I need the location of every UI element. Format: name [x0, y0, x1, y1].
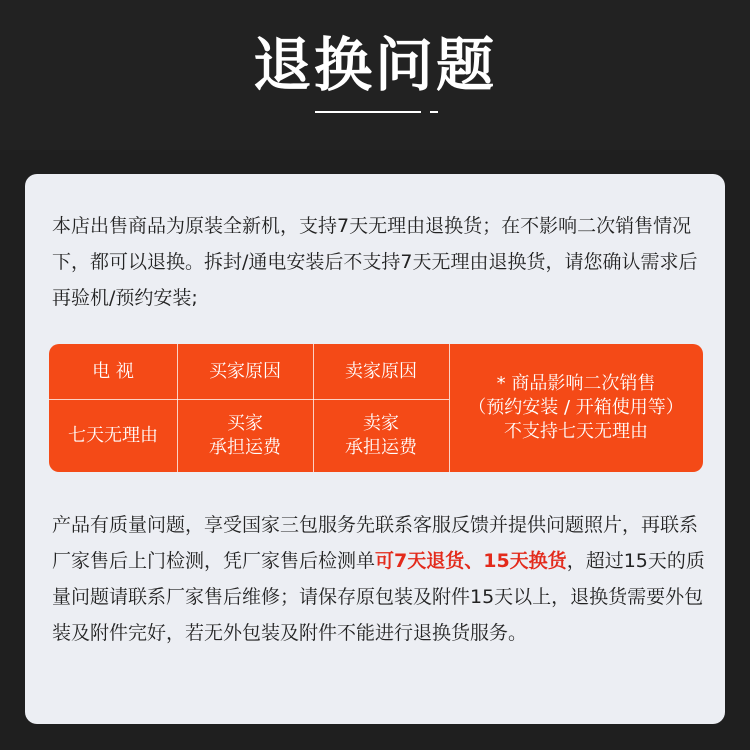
table-header-buyer: 买家原因 [209, 360, 281, 382]
quality-text-after: ，超过15天的质量问题请联系厂家售后维修；请保存原包装及附件15天以上，退换货需要外包装及附件完好，若无外包装及附件不能进行退换货服务。 [52, 550, 705, 644]
table-cell-buyer [177, 400, 313, 472]
quality-text-before: 产品有质量问题，享受国家三包服务先联系客服反馈并提供问题照片，再联系厂家售后上门检测，凭厂家售后检测单 [52, 514, 699, 572]
table-cell-seller [313, 400, 449, 472]
note-line-2: （预约安装 / 开箱使用等） [468, 397, 684, 418]
table-header-seller: 卖家原因 [345, 360, 417, 382]
content-card [25, 174, 725, 724]
buyer-line-2: 承担运费 [209, 437, 281, 458]
header-banner [0, 0, 750, 150]
quality-highlight: 可7天退货、15天换货 [375, 550, 567, 572]
page-title: 退换问题 [252, 31, 497, 99]
table-note [449, 344, 703, 472]
policy-table [49, 344, 703, 472]
quality-paragraph [52, 507, 712, 651]
table-row-label: 七天无理由 [68, 425, 158, 446]
title-underline-dot [430, 111, 438, 113]
intro-paragraph: 本店出售商品为原装全新机，支持7天无理由退换货；在不影响二次销售情况下，都可以退换。拆封/通电安装后不支持7天无理由退换货，请您确认需求后再验机/预约安装; [52, 215, 698, 309]
table-header-category: 电 视 [92, 360, 134, 382]
seller-line-2: 承担运费 [345, 437, 417, 458]
note-line-1: * 商品影响二次销售 [496, 373, 656, 394]
buyer-line-1: 买家 [227, 413, 263, 434]
seller-line-1: 卖家 [363, 413, 399, 434]
note-line-3: 不支持七天无理由 [504, 421, 648, 442]
title-underline [315, 111, 421, 113]
